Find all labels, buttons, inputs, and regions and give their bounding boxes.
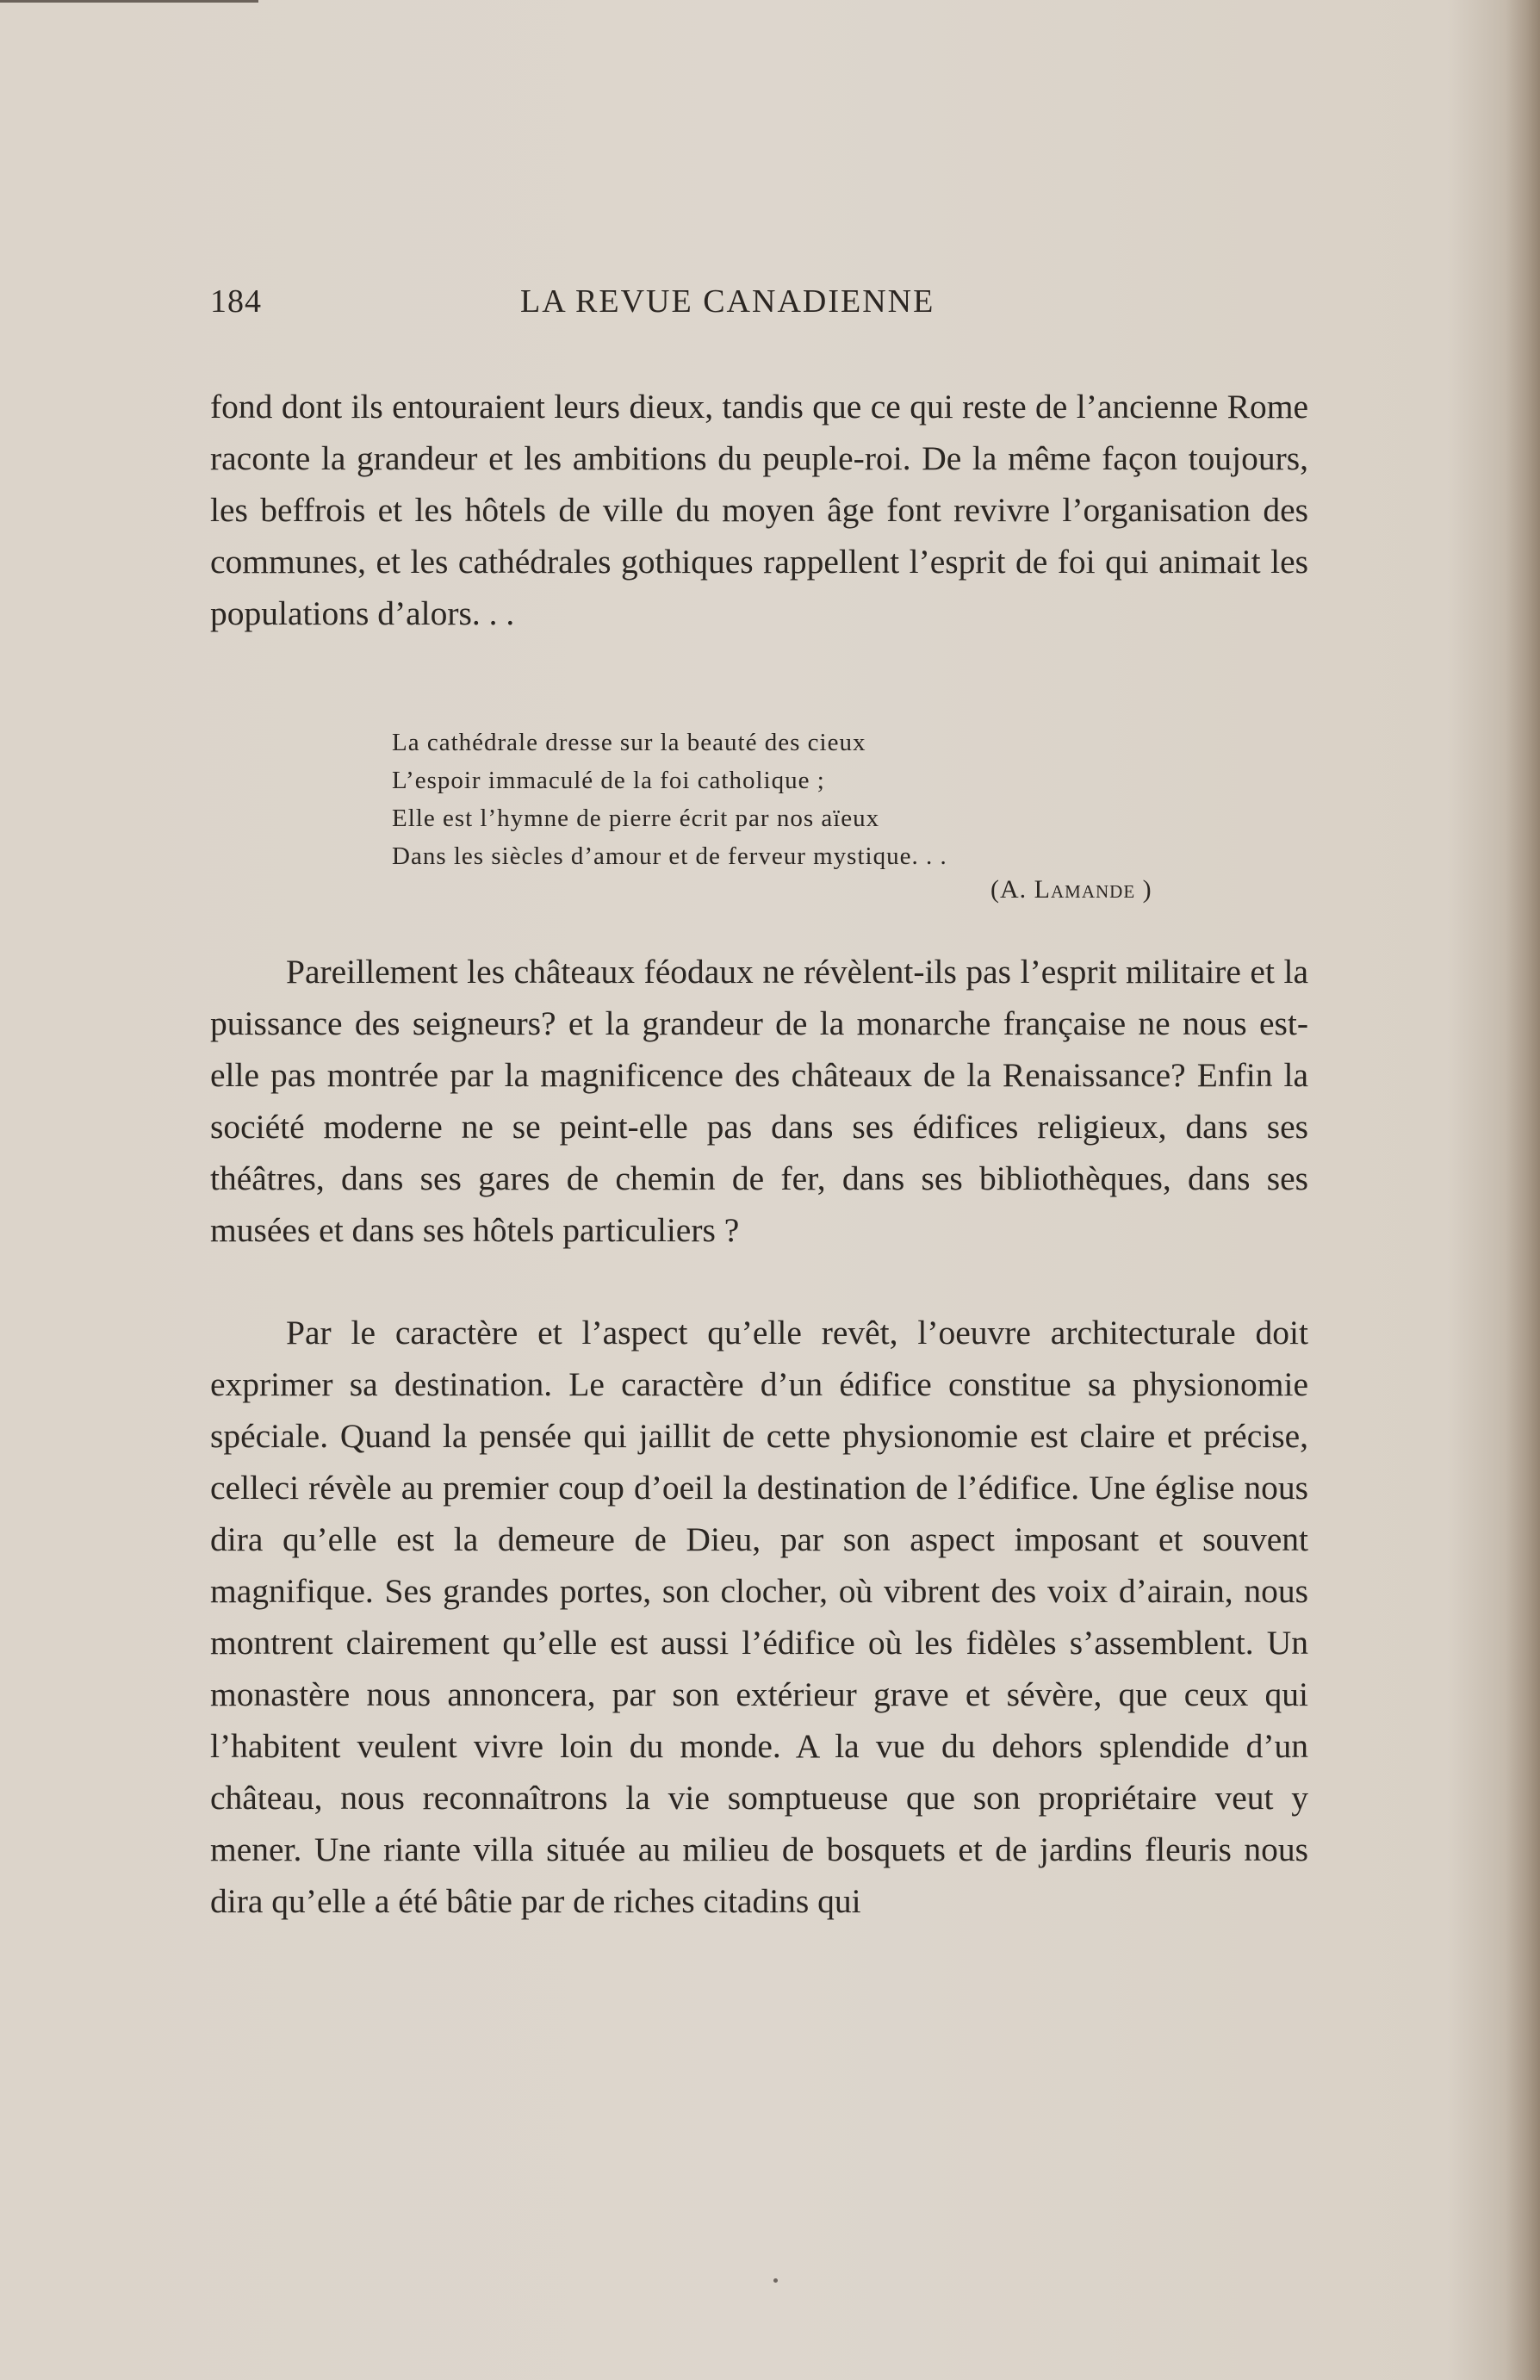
paragraph-3	[210, 1307, 1308, 1927]
poem-line-2: L’espoir immaculé de la foi catholique ;	[392, 767, 825, 794]
paragraph-text: Pareillement les châteaux féodaux ne révèlent-ils pas l’esprit militaire et la puissance des seigneurs? et la grandeur de la monarche française ne nous est-elle pas montrée par la magnificence des châteaux de la Renaissance? Enfin la société moderne ne se peint-elle pas dans ses édifices religieux, dans ses théâtres, dans ses gares de chemin de fer, dans ses bibliothèques, dans ses musées et dans ses hôtels particuliers ?	[210, 953, 1308, 1249]
top-edge-rule	[0, 0, 258, 3]
ink-speck	[773, 2278, 778, 2283]
paragraph-text: Par le caractère et l’aspect qu’elle revêt, l’oeuvre architecturale doit exprimer sa destination. Le caractère d’un édifice constitue sa physionomie spéciale. Quand la pensée qui jaillit de cette physionomie est claire et précise, celleci révèle au premier coup d’oeil la destination de l’édifice. Une église nous dira qu’elle est la demeure de Dieu, par son aspect imposant et souvent magnifique. Ses grandes portes, son clocher, où vibrent des voix d’airain, nous montrent clairement qu’elle est aussi l’édifice où les fidèles s’assemblent. Un monastère nous annoncera, par son extérieur grave et sévère, que ceux qui l’habitent veulent vivre loin du monde. A la vue du dehors splendide d’un château, nous reconnaîtrons la vie somptueuse que son propriétaire veut y mener. Une riante villa située au milieu de bosquets et de jardins fleuris nous dira qu’elle a été bâtie par de riches citadins qui	[210, 1314, 1308, 1920]
running-head	[210, 283, 1308, 326]
poem-line-4: Dans les siècles d’amour et de ferveur mystique. . .	[392, 842, 947, 870]
attribution-close: )	[1135, 875, 1152, 904]
paragraph-text: fond dont ils entouraient leurs dieux, tandis que ce qui reste de l’ancienne Rome raconte la grandeur et les ambitions du peuple-roi. De la même façon toujours, les beffrois et les hôtels de ville du moyen âge font revivre l’organisation des communes, et les cathédrales gothiques rappellent l’esprit de foi qui animait les populations d’alors. . .	[210, 388, 1308, 632]
attribution-open: (A.	[990, 875, 1034, 904]
attribution-author: Lamande	[1034, 875, 1136, 904]
poem-attribution	[990, 875, 1152, 904]
paragraph-2	[210, 946, 1308, 1256]
paragraph-1	[210, 381, 1308, 639]
poem-quotation	[392, 724, 1210, 875]
spine-shadow	[1506, 0, 1540, 2380]
running-title: LA REVUE CANADIENNE	[520, 283, 935, 320]
page-number: 184	[210, 283, 262, 320]
poem-line-1: La cathédrale dresse sur la beauté des cieux	[392, 729, 866, 756]
poem-line-3: Elle est l’hymne de pierre écrit par nos aïeux	[392, 805, 880, 832]
